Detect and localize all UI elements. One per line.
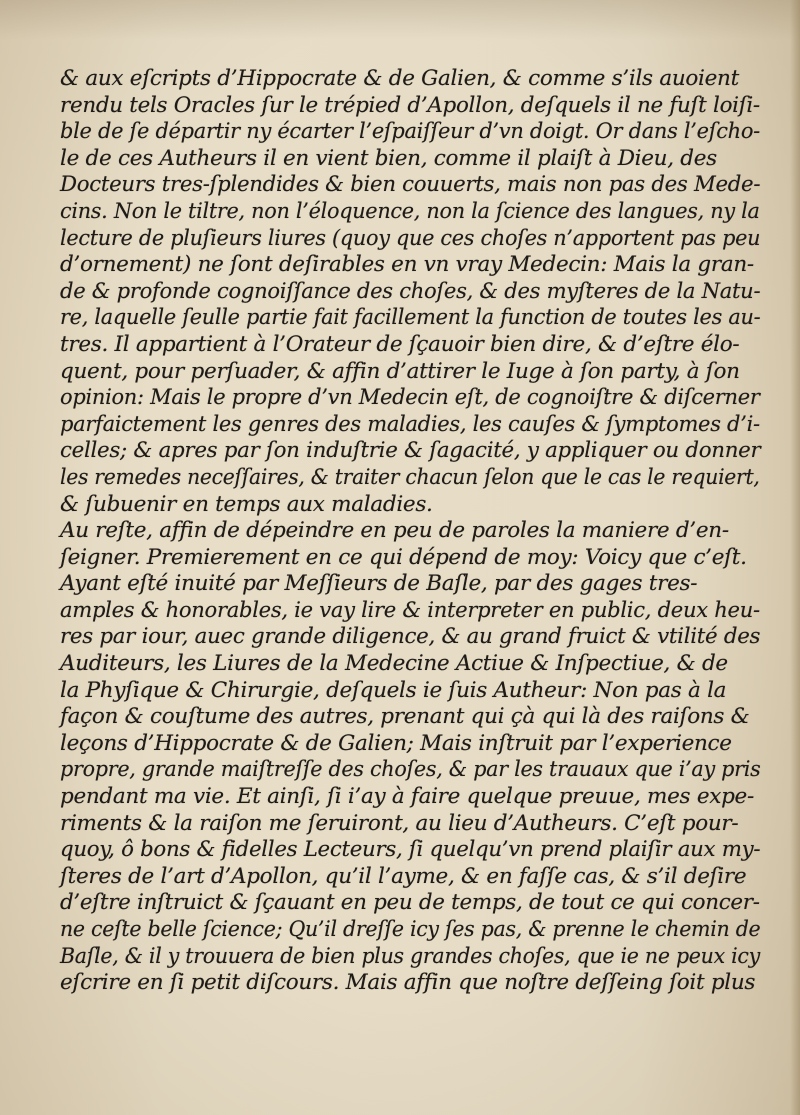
page-top-shadow	[0, 0, 800, 40]
text-line: d’eſtre inſtruict & ſçauant en peu de temps, de tout ce qui concer-	[60, 890, 760, 916]
text-line: Docteurs tres-ſplendides & bien couuerts, mais non pas des Mede-	[60, 172, 761, 198]
text-line: Au reſte, affin de dépeindre en peu de paroles la maniere d’en-	[60, 518, 729, 544]
text-line: riments & la raiſon me ſeruiront, au lieu d’Autheurs. C’eſt pour-	[60, 810, 739, 836]
text-line: la Phyſique & Chirurgie, deſquels ie ſuis Autheur: Non pas à la	[60, 677, 727, 703]
text-line: parfaictement les genres des maladies, les cauſes & ſymptomes d’i-	[60, 411, 760, 437]
text-line: rendu tels Oracles ſur le trépied d’Apollon, deſquels il ne fuſt loiſi-	[60, 92, 760, 118]
text-line: opinion: Mais le propre d’vn Medecin eſt, de cognoiſtre & diſcerner	[60, 385, 760, 411]
text-line: Ayant eſté inuité par Meſſieurs de Baſle, par des gages tres-	[60, 571, 698, 597]
text-line: d’ornement) ne ſont deſirables en vn vray Medecin: Mais la gran-	[60, 252, 754, 278]
text-line: ble de ſe départir ny écarter l’eſpaiſſeur d’vn doigt. Or dans l’eſcho-	[60, 119, 760, 145]
page-right-edge	[790, 0, 800, 1115]
text-line: Auditeurs, les Liures de la Medecine Actiue & Inſpectiue, & de	[60, 651, 728, 677]
text-line: re, laquelle ſeulle partie fait facillement la function de toutes les au-	[60, 305, 761, 331]
text-line: Baſle, & il y trouuera de bien plus grandes choſes, que ie ne peux icy	[60, 943, 760, 969]
text-line: propre, grande maiſtreſſe des choſes, & par les trauaux que i’ay pris	[60, 757, 761, 783]
text-line: & ſubuenir en temps aux maladies.	[60, 491, 433, 517]
text-line: amples & honorables, ie vay lire & interpreter en public, deux heu-	[60, 597, 760, 623]
text-line: les remedes neceſſaires, & traiter chacun ſelon que le cas le requiert,	[60, 464, 760, 490]
text-line: le de ces Autheurs il en vient bien, comme il plaiſt à Dieu, des	[60, 145, 717, 171]
text-line: celles; & apres par ſon induſtrie & ſagacité, y appliquer ou donner	[60, 438, 761, 464]
text-line: quent, pour perſuader, & affin d’attirer le Iuge à ſon party, à ſon	[60, 358, 740, 384]
text-line: façon & couſtume des autres, prenant qui çà qui là des raiſons &	[60, 704, 750, 730]
text-line: leçons d’Hippocrate & de Galien; Mais inſtruit par l’experience	[60, 730, 732, 756]
text-line: eſcrire en ſi petit diſcours. Mais affin que noſtre deſſeing ſoit plus	[60, 970, 756, 996]
text-line: de & profonde cognoiſſance des choſes, & des myſteres de la Natu-	[60, 278, 761, 304]
text-line: quoy, ô bons & fidelles Lecteurs, ſi quelqu’vn prend plaiſir aux my-	[60, 837, 761, 863]
text-line: lecture de pluſieurs liures (quoy que ces choſes n’apportent pas peu	[60, 225, 761, 251]
text-line: tres. Il appartient à l’Orateur de ſçauoir bien dire, & d’eſtre élo-	[60, 331, 740, 357]
text-line: res par iour, auec grande diligence, & au grand fruict & vtilité des	[60, 624, 761, 650]
body-text	[60, 66, 760, 997]
text-line: ſeigner. Premierement en ce qui dépend de moy: Voicy que c’eſt.	[60, 544, 747, 570]
text-line: cins. Non le tiltre, non l’éloquence, non la ſcience des langues, ny la	[60, 198, 760, 224]
text-line: & aux eſcripts d’Hippocrate & de Galien, & comme s’ils auoient	[60, 66, 739, 91]
text-line: ſteres de l’art d’Apollon, qu’il l’ayme, & en faſſe cas, & s’il deſire	[60, 863, 747, 889]
text-line: pendant ma vie. Et ainſi, ſi i’ay à faire quelque preuue, mes expe-	[60, 784, 754, 810]
text-line: ne ceſte belle ſcience; Qu’il dreſſe icy ſes pas, & prenne le chemin de	[60, 917, 761, 942]
